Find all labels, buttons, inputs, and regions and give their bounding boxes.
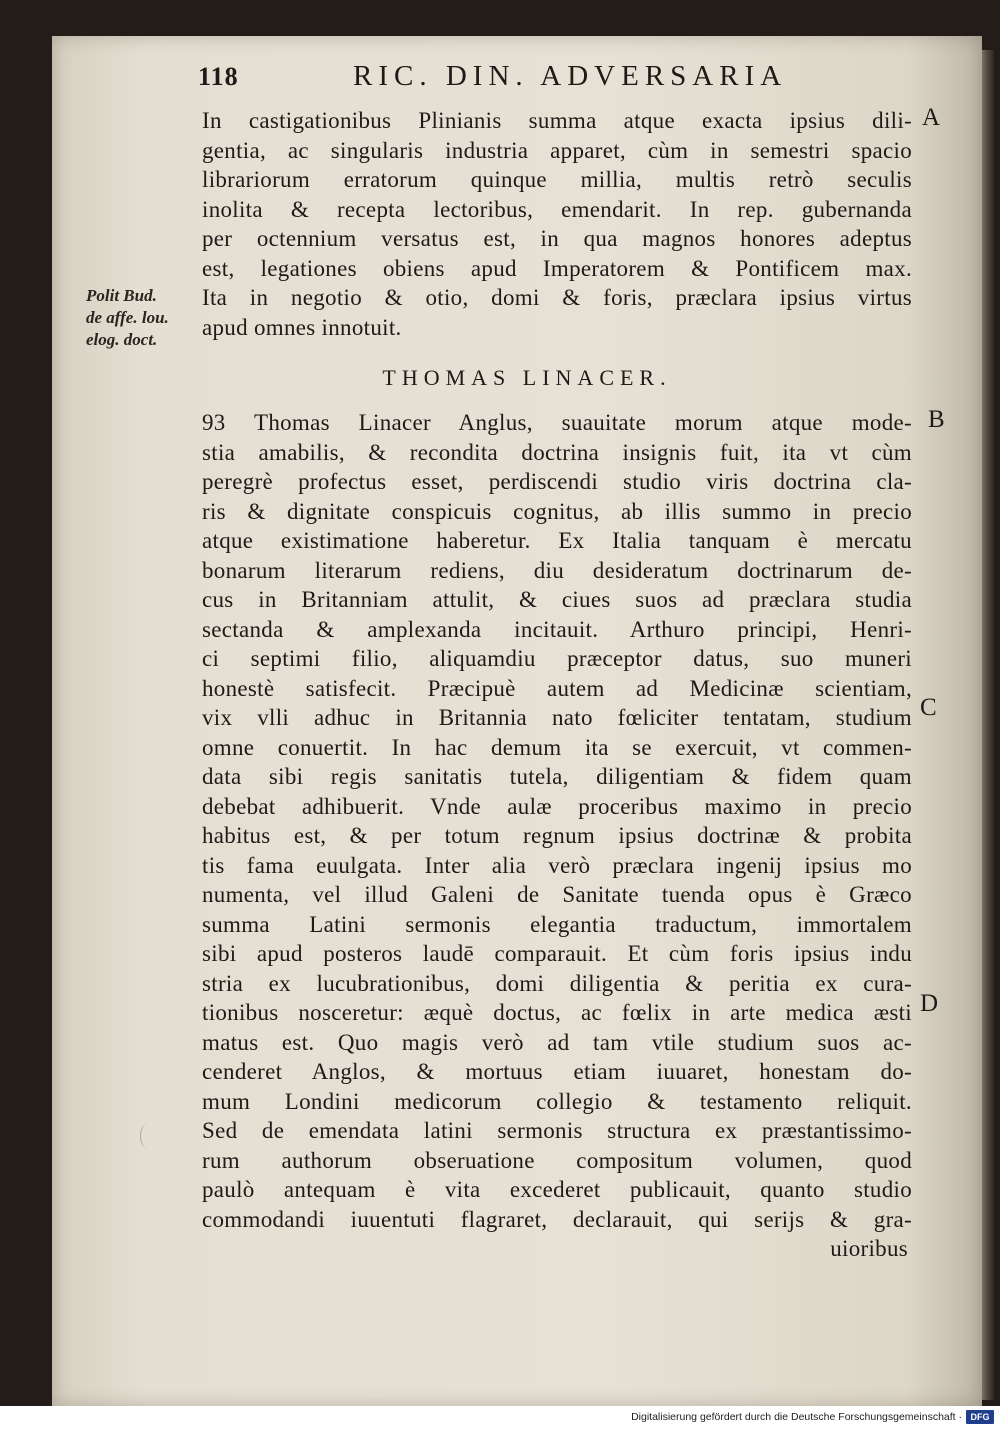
- text-line: vix vlli adhuc in Britannia nato fœliciter tentatam, studium: [202, 705, 912, 730]
- page-number: 118: [198, 62, 239, 91]
- text-line: inolita & recepta lectoribus, emendarit. In rep. gubernanda: [202, 196, 912, 222]
- footer-credit: Digitalisierung gefördert durch die Deutsche Forschungsgemeinschaft ·: [631, 1411, 962, 1423]
- text-line: 93 Thomas Linacer Anglus, suauitate morum atque mode-: [202, 410, 912, 435]
- text-line: paulò antequam è vita excederet publicauit, quanto studio: [202, 1177, 912, 1202]
- footer-bar: [0, 1406, 1000, 1429]
- text-line: stria ex lucubrationibus, domi diligentia & peritia ex cura-: [202, 970, 912, 996]
- text-line: matus est. Quo magis verò ad tam vtile studium suos ac-: [202, 1029, 912, 1055]
- paragraph-plinian: [202, 106, 912, 342]
- text-line: data sibi regis sanitatis tutela, diligentiam & fidem quam: [202, 764, 912, 789]
- marginal-note: [86, 285, 198, 351]
- text-line: est, legationes obiens apud Imperatorem & Pontificem max.: [202, 255, 912, 281]
- text-line: rum authorum obseruatione compositum volumen, quod: [202, 1147, 912, 1173]
- page-stain: [140, 1124, 155, 1148]
- text-line: mum Londini medicorum collegio & testamento reliquit.: [202, 1088, 912, 1114]
- text-line: ris & dignitate conspicuis cognitus, ab illis summo in precio: [202, 498, 912, 524]
- main-text: [202, 106, 912, 1264]
- section-marker-c: C: [920, 694, 937, 721]
- text-line: sibi apud posteros laudē comparauit. Et cùm foris ipsius indu: [202, 941, 912, 966]
- running-title: RIC. DIN. ADVERSARIA: [353, 60, 788, 92]
- text-line: tis fama euulgata. Inter alia verò præclara ingenij ipsius mo: [202, 852, 912, 878]
- marginal-note-line: Polit Bud.: [86, 286, 157, 305]
- text-line: sectanda & amplexanda incitauit. Arthuro principi, Henri-: [202, 616, 912, 642]
- section-heading: THOMAS LINACER.: [382, 365, 672, 390]
- text-line: debebat adhibuerit. Vnde aulæ proceribus maximo in precio: [202, 793, 912, 819]
- text-line: apud omnes innotuit.: [202, 314, 402, 340]
- text-line: bonarum literarum rediens, diu desideratum doctrinarum de-: [202, 557, 912, 583]
- text-line: honestè satisfecit. Præcipuè autem ad Medicinæ scientiam,: [202, 675, 912, 701]
- text-line: stia amabilis, & recondita doctrina insignis fuit, ita vt cùm: [202, 439, 912, 465]
- running-head: [198, 62, 898, 94]
- text-line: peregrè profectus esset, perdiscendi studio viris doctrina cla-: [202, 469, 912, 494]
- section-marker-b: B: [928, 406, 945, 433]
- text-line: per octennium versatus est, in qua magnos honores adeptus: [202, 226, 912, 251]
- text-line: gentia, ac singularis industria apparet, cùm in semestri spacio: [202, 137, 912, 163]
- text-line: Sed de emendata latini sermonis structura ex præstantissimo-: [202, 1118, 912, 1143]
- dfg-logo-icon: DFG: [966, 1410, 994, 1424]
- text-line: In castigationibus Plinianis summa atque exacta ipsius dili-: [202, 108, 912, 133]
- section-marker-a: A: [922, 104, 941, 131]
- text-line: summa Latini sermonis elegantia traductum, immortalem: [202, 911, 912, 937]
- text-line: habitus est, & per totum regnum ipsius doctrinæ & probita: [202, 823, 912, 848]
- text-line: cenderet Anglos, & mortuus etiam iuuaret, honestam do-: [202, 1059, 912, 1084]
- text-line: omne conuertit. In hac demum ita se exercuit, vt commen-: [202, 734, 912, 760]
- text-line: atque existimatione haberetur. Ex Italia tanquam è mercatu: [202, 528, 912, 553]
- text-line: Ita in negotio & otio, domi & foris, præclara ipsius virtus: [202, 285, 912, 310]
- text-line: librariorum erratorum quinque millia, multis retrò seculis: [202, 167, 912, 192]
- text-line: commodandi iuuentuti flagraret, declarauit, qui serijs & gra-: [202, 1206, 912, 1232]
- paragraph-linacer: [202, 408, 912, 1234]
- text-line: numenta, vel illud Galeni de Sanitate tuenda opus è Græco: [202, 882, 912, 907]
- text-line: ci septimi filio, aliquamdiu præceptor datus, suo muneri: [202, 646, 912, 671]
- marginal-note-line: elog. doct.: [86, 330, 158, 349]
- text-line: cus in Britanniam attulit, & ciues suos ad præclara studia: [202, 587, 912, 612]
- catchword: uioribus: [830, 1236, 908, 1261]
- marginal-note-line: de affe. lou.: [86, 308, 169, 327]
- text-line: tionibus nosceretur: æquè doctus, ac fœlix in arte medica æsti: [202, 1000, 912, 1025]
- section-marker-d: D: [920, 990, 939, 1017]
